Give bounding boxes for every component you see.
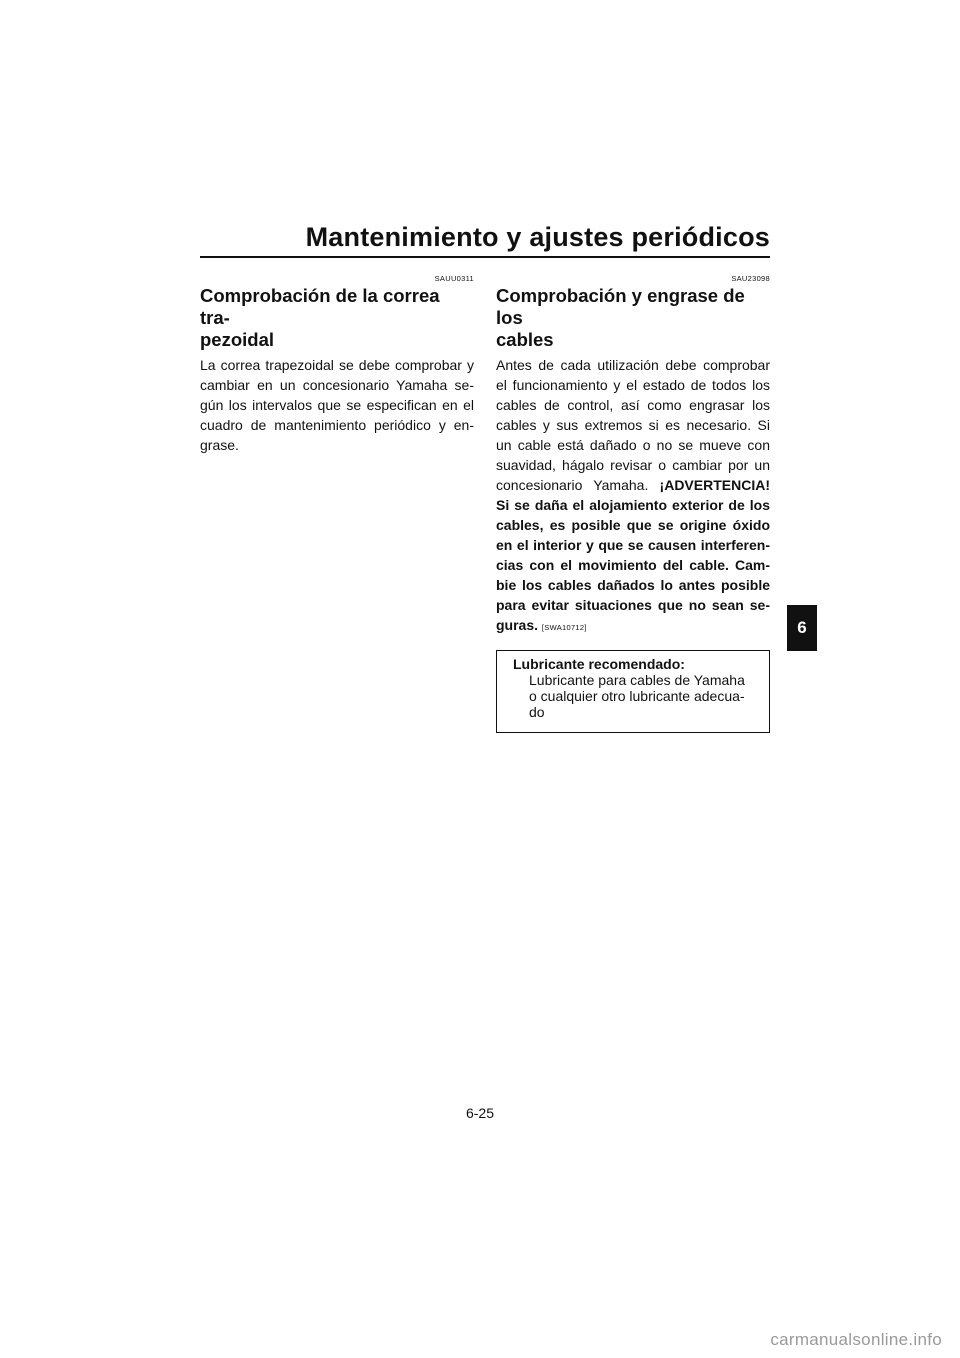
lubricant-line: do [529,704,545,720]
section-heading-line2: cables [496,329,554,350]
section-heading-line1: Comprobación de la correa tra- [200,285,440,328]
lubricant-line: Lubricante para cables de Yamaha [529,672,745,688]
warning-code: [SWA10712] [541,623,587,632]
section-body [496,355,770,638]
watermark: carmanualsonline.info [770,1330,942,1349]
lubricant-line: o cualquier otro lubricante adecua- [529,688,745,704]
lubricant-label: Lubricante recomendado: [513,656,685,672]
section-heading-line2: pezoidal [200,329,275,350]
body-text: Antes de cada utilización debe comprobar el funcionamiento y el estado de todos los cables de control, así como engrasar los cables y sus extremos si es necesario. Si un cable está dañado o no se mueve con suavidad, hágalo revisar o cambiar por un concesionario Yamaha. [496,357,770,493]
section-heading [496,285,770,351]
section-body: La correa trapezoidal se debe comprobar y cambiar en un concesionario Yamaha se- gún los intervalos que se especifican en el cuadro de mantenimiento periódico y en- grase. [200,357,474,453]
section-cables [496,274,770,733]
section-code: SAU23098 [731,274,770,283]
section-heading-line1: Comprobación y engrase de los [496,285,745,328]
page-title: Mantenimiento y ajustes periódicos [305,222,770,252]
title-rule [200,256,770,258]
section-code: SAUU0311 [434,274,474,283]
section-heading [200,285,474,351]
section-v-belt [200,274,474,455]
page-number: 6-25 [465,1105,495,1121]
warning-text: ¡ADVERTENCIA! Si se daña el alojamiento exterior de los cables, es posible que se origine óxido en el interior y que se causen interferen- cias con el movimiento del cable. Cam- bie los cables dañados lo antes posible para evitar situaciones que no sean se- guras. [496,477,770,633]
lubricant-box [496,650,770,733]
chapter-tab: 6 [787,605,817,651]
